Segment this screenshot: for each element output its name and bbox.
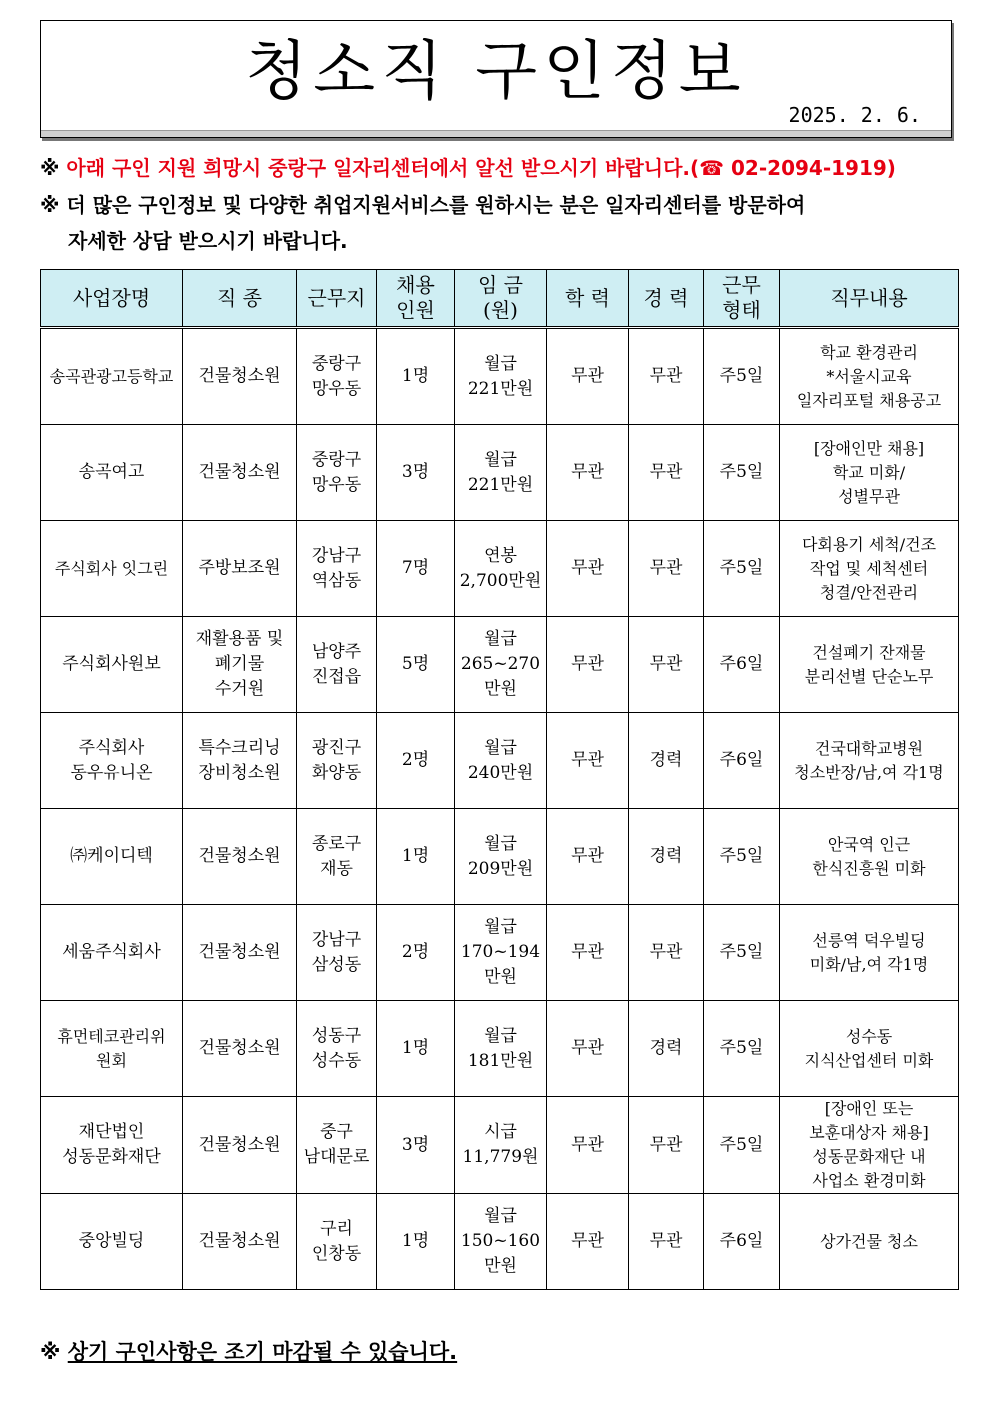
company-cell — [41, 809, 183, 905]
company-cell — [41, 713, 183, 809]
cell-text-line: 1명 — [401, 366, 430, 386]
job-type-cell — [183, 905, 297, 1001]
cell-text-line: 주5일 — [719, 846, 764, 866]
location-cell — [297, 713, 377, 809]
cell-text-line: 1명 — [401, 1231, 430, 1251]
cell-text-line: 무관 — [649, 462, 683, 482]
hiring-count-cell — [377, 809, 455, 905]
cell-text-line: 지식산업센터 미화 — [804, 1050, 934, 1070]
cell-text-line: 상가건물 청소 — [820, 1231, 918, 1251]
cell-text-line: 안국역 인근 — [827, 834, 911, 854]
job-type-cell — [183, 328, 297, 425]
wage-cell — [455, 425, 547, 521]
cell-text-line: 송곡관광고등학교 — [49, 366, 174, 386]
cell-text-line: 화양동 — [311, 762, 362, 783]
education-cell — [547, 328, 629, 425]
table-row — [41, 425, 959, 521]
education-cell — [547, 1001, 629, 1097]
cell-text-line: 원회 — [96, 1050, 127, 1070]
location-cell — [297, 905, 377, 1001]
cell-text-line: 3명 — [401, 1134, 430, 1155]
schedule-cell — [704, 713, 780, 809]
notice-referral — [40, 153, 960, 183]
cell-text-line: 연봉 — [484, 545, 517, 566]
schedule-cell — [704, 809, 780, 905]
cell-text-line: 경력 — [649, 750, 683, 770]
column-header — [377, 270, 455, 328]
cell-text-line: 재동 — [320, 858, 353, 879]
column-header — [547, 270, 629, 328]
job-type-cell — [183, 617, 297, 713]
cell-text-line: 주5일 — [719, 1038, 764, 1058]
cell-text-line: 5명 — [401, 654, 430, 674]
cell-text-line: 청결/안전관리 — [819, 582, 919, 602]
cell-text-line: 사업소 환경미화 — [812, 1171, 926, 1190]
location-cell — [297, 1097, 377, 1194]
company-cell — [41, 617, 183, 713]
table-row — [41, 328, 959, 425]
cell-text-line: 주5일 — [719, 558, 764, 578]
cell-text-line: 주5일 — [719, 1134, 764, 1155]
cell-text-line: 무관 — [571, 1038, 604, 1058]
education-cell — [547, 809, 629, 905]
company-cell — [41, 521, 183, 617]
cell-text-line: 강남구 — [311, 929, 362, 950]
cell-text-line: 221만원 — [467, 474, 534, 495]
cell-text-line: 건물청소원 — [198, 942, 281, 962]
education-cell — [547, 1097, 629, 1194]
cell-text-line: 건물청소원 — [198, 366, 281, 386]
job-type-cell — [183, 1097, 297, 1194]
cell-text-line: 재활용품 및 — [195, 629, 284, 649]
cell-text-line: 성동문화재단 내 — [812, 1147, 926, 1166]
cell-text-line: 한식진흥원 미화 — [812, 858, 926, 878]
location-cell — [297, 617, 377, 713]
cell-text-line: 주식회사 — [78, 737, 145, 758]
table-row — [41, 905, 959, 1001]
company-cell — [41, 1001, 183, 1097]
experience-cell — [629, 1097, 704, 1194]
column-header-line: 근무 — [722, 273, 761, 297]
location-cell — [297, 1194, 377, 1290]
cell-text-line: 170~194 — [460, 942, 541, 962]
cell-text-line: 분리선별 단순노무 — [804, 666, 934, 686]
notice-more-info — [40, 190, 960, 220]
cell-text-line: 무관 — [571, 366, 604, 386]
education-cell — [547, 905, 629, 1001]
duties-cell — [780, 328, 959, 425]
table-row — [41, 1194, 959, 1290]
cell-text-line: 인창동 — [311, 1243, 362, 1264]
page-title: 청소직 구인정보 — [245, 35, 747, 109]
cell-text-line: 건물청소원 — [198, 462, 281, 482]
column-header-line: 사업장명 — [72, 285, 151, 310]
cell-text-line: 월급 — [484, 1025, 517, 1046]
column-header-line: 학 력 — [565, 285, 610, 310]
cell-text-line: 송곡여고 — [78, 462, 145, 482]
cell-text-line: 남대문로 — [303, 1147, 370, 1167]
schedule-cell — [704, 1001, 780, 1097]
cell-text-line: 학교 환경관리 — [820, 342, 918, 362]
cell-text-line: 건물청소원 — [198, 1231, 281, 1251]
cell-text-line: [장애인 또는 — [824, 1099, 914, 1118]
column-header — [41, 270, 183, 328]
cell-text-line: 망우동 — [311, 378, 362, 399]
cell-text-line: 다회용기 세척/건조 — [801, 534, 937, 554]
cell-text-line: 월급 — [484, 737, 517, 758]
experience-cell — [629, 905, 704, 1001]
hiring-count-cell — [377, 328, 455, 425]
cell-text-line: 무관 — [649, 1231, 683, 1251]
wage-cell — [455, 905, 547, 1001]
hiring-count-cell — [377, 713, 455, 809]
duties-cell — [780, 521, 959, 617]
schedule-cell — [704, 905, 780, 1001]
company-cell — [41, 425, 183, 521]
wage-cell — [455, 328, 547, 425]
cell-text-line: *서울시교육 — [826, 366, 912, 386]
cell-text-line: 작업 및 세척센터 — [809, 558, 929, 578]
wage-cell — [455, 713, 547, 809]
document-date: 2025. 2. 6. — [788, 103, 921, 127]
hiring-count-cell — [377, 617, 455, 713]
experience-cell — [629, 713, 704, 809]
experience-cell — [629, 809, 704, 905]
schedule-cell — [704, 521, 780, 617]
cell-text-line: 무관 — [649, 1134, 683, 1155]
wage-cell — [455, 809, 547, 905]
duties-cell — [780, 1001, 959, 1097]
job-type-cell — [183, 1001, 297, 1097]
cell-text-line: 망우동 — [311, 474, 362, 495]
experience-cell — [629, 617, 704, 713]
company-cell — [41, 905, 183, 1001]
column-header — [780, 270, 959, 328]
column-header — [183, 270, 297, 328]
cell-text-line: 150~160 — [460, 1231, 541, 1251]
cell-text-line: 건물청소원 — [198, 1134, 281, 1155]
cell-text-line: 월급 — [484, 353, 517, 374]
cell-text-line: 세움주식회사 — [62, 942, 161, 962]
column-header — [629, 270, 704, 328]
cell-text-line: 주6일 — [719, 1231, 764, 1251]
education-cell — [547, 713, 629, 809]
cell-text-line: 중앙빌딩 — [78, 1231, 145, 1251]
cell-text-line: 265~270 — [460, 654, 541, 674]
cell-text-line: 주식회사원보 — [62, 654, 161, 674]
table-row — [41, 1097, 959, 1194]
notice-more-info-cont: 자세한 상담 받으시기 바랍니다. — [68, 229, 348, 253]
experience-cell — [629, 521, 704, 617]
hiring-count-cell — [377, 425, 455, 521]
notice-referral-text: 아래 구인 지원 희망시 중랑구 일자리센터에서 알선 받으시기 바랍니다.(☎ 02-2094-1919) — [66, 156, 896, 180]
column-header-line: 임 금 — [478, 273, 523, 297]
cell-text-line: 휴먼테코관리위 — [57, 1026, 166, 1046]
wage-cell — [455, 1097, 547, 1194]
cell-text-line: 종로구 — [311, 833, 362, 854]
cell-text-line: 장비청소원 — [198, 762, 281, 783]
cell-text-line: 성동구 — [311, 1025, 362, 1046]
footer-text: 상기 구인사항은 조기 마감될 수 있습니다. — [67, 1340, 458, 1364]
cell-text-line: 월급 — [484, 917, 517, 937]
table-header-row — [41, 270, 959, 328]
column-header-line: 인원 — [396, 298, 435, 322]
job-type-cell — [183, 521, 297, 617]
cell-text-line: 주방보조원 — [198, 558, 281, 578]
experience-cell — [629, 1001, 704, 1097]
schedule-cell — [704, 1097, 780, 1194]
experience-cell — [629, 328, 704, 425]
title-bottom-bar — [41, 130, 951, 137]
cell-text-line: 경력 — [649, 846, 683, 866]
table-row — [41, 713, 959, 809]
duties-cell — [780, 905, 959, 1001]
education-cell — [547, 521, 629, 617]
hiring-count-cell — [377, 905, 455, 1001]
education-cell — [547, 425, 629, 521]
wage-cell — [455, 1194, 547, 1290]
table-body — [41, 328, 959, 1290]
table-row — [41, 521, 959, 617]
footer-mark: ※ — [40, 1340, 61, 1364]
cell-text-line: 경력 — [649, 1038, 683, 1058]
cell-text-line: 만원 — [484, 1256, 517, 1276]
cell-text-line: 월급 — [484, 449, 517, 470]
location-cell — [297, 1001, 377, 1097]
location-cell — [297, 809, 377, 905]
education-cell — [547, 1194, 629, 1290]
company-cell — [41, 1097, 183, 1194]
cell-text-line: 11,779원 — [462, 1147, 539, 1167]
cell-text-line: 남양주 — [311, 641, 362, 662]
cell-text-line: 역삼동 — [311, 570, 362, 591]
cell-text-line: 월급 — [484, 629, 517, 649]
cell-text-line: 월급 — [484, 1206, 517, 1226]
table-row — [41, 1001, 959, 1097]
cell-text-line: 주6일 — [719, 654, 764, 674]
cell-text-line: 무관 — [571, 846, 604, 866]
cell-text-line: 중구 — [320, 1122, 353, 1142]
cell-text-line: 학교 미화/ — [832, 462, 906, 482]
notice-more-info-text: 더 많은 구인정보 및 다양한 취업지원서비스를 원하시는 분은 일자리센터를 방문하여 — [66, 193, 806, 217]
cell-text-line: 중랑구 — [311, 449, 362, 470]
cell-text-line: 만원 — [484, 967, 517, 987]
schedule-cell — [704, 617, 780, 713]
cell-text-line: 재단법인 — [78, 1122, 145, 1142]
column-header — [297, 270, 377, 328]
hiring-count-cell — [377, 521, 455, 617]
cell-text-line: 성별무관 — [838, 486, 900, 506]
hiring-count-cell — [377, 1097, 455, 1194]
column-header-line: 직무내용 — [830, 285, 908, 310]
experience-cell — [629, 1194, 704, 1290]
schedule-cell — [704, 1194, 780, 1290]
duties-cell — [780, 617, 959, 713]
cell-text-line: 청소반장/남,여 각1명 — [794, 762, 944, 782]
duties-cell — [780, 809, 959, 905]
schedule-cell — [704, 425, 780, 521]
cell-text-line: 209만원 — [467, 858, 534, 879]
cell-text-line: 건국대학교병원 — [814, 738, 924, 758]
location-cell — [297, 328, 377, 425]
wage-cell — [455, 521, 547, 617]
schedule-cell — [704, 328, 780, 425]
cell-text-line: 181만원 — [467, 1050, 534, 1071]
notice-mark: ※ — [40, 193, 60, 217]
duties-cell — [780, 1097, 959, 1194]
cell-text-line: 동우유니온 — [70, 762, 153, 783]
company-cell — [41, 328, 183, 425]
job-type-cell — [183, 713, 297, 809]
column-header-line: 근무지 — [307, 285, 366, 310]
company-cell — [41, 1194, 183, 1290]
wage-cell — [455, 1001, 547, 1097]
footer-notice — [40, 1336, 457, 1366]
cell-text-line: 221만원 — [467, 378, 534, 399]
cell-text-line: 주6일 — [719, 750, 764, 770]
cell-text-line: 성동문화재단 — [62, 1147, 161, 1167]
cell-text-line: 미화/남,여 각1명 — [809, 954, 929, 974]
cell-text-line: 주식회사 잇그린 — [54, 558, 169, 578]
job-type-cell — [183, 809, 297, 905]
cell-text-line: 보훈대상자 채용] — [809, 1123, 929, 1142]
cell-text-line: 특수크리닝 — [198, 737, 281, 758]
column-header — [455, 270, 547, 328]
cell-text-line: 주5일 — [719, 462, 764, 482]
cell-text-line: 중랑구 — [311, 353, 362, 374]
cell-text-line: 무관 — [571, 462, 604, 482]
cell-text-line: 건설폐기 잔재물 — [812, 642, 926, 662]
cell-text-line: 구리 — [320, 1218, 353, 1239]
cell-text-line: 2,700만원 — [459, 570, 542, 591]
cell-text-line: 무관 — [571, 750, 604, 770]
duties-cell — [780, 425, 959, 521]
table-row — [41, 809, 959, 905]
table-row — [41, 617, 959, 713]
cell-text-line: ㈜케이디텍 — [70, 846, 153, 866]
cell-text-line: 건물청소원 — [198, 1038, 281, 1058]
cell-text-line: 성수동 — [311, 1050, 362, 1071]
cell-text-line: 선릉역 덕우빌딩 — [812, 930, 926, 950]
job-listing-table — [40, 269, 959, 1290]
notice-mark: ※ — [40, 156, 60, 180]
job-type-cell — [183, 1194, 297, 1290]
cell-text-line: 1명 — [401, 1038, 430, 1058]
cell-text-line: 진접읍 — [311, 666, 362, 687]
cell-text-line: 무관 — [571, 558, 604, 578]
location-cell — [297, 521, 377, 617]
hiring-count-cell — [377, 1001, 455, 1097]
duties-cell — [780, 713, 959, 809]
cell-text-line: 무관 — [571, 1134, 604, 1155]
cell-text-line: 폐기물 — [214, 654, 265, 674]
cell-text-line: 무관 — [571, 1231, 604, 1251]
cell-text-line: 2명 — [401, 942, 430, 962]
cell-text-line: 무관 — [649, 654, 683, 674]
hiring-count-cell — [377, 1194, 455, 1290]
cell-text-line: 성수동 — [845, 1026, 893, 1046]
cell-text-line: 건물청소원 — [198, 846, 281, 866]
column-header-line: 형태 — [722, 298, 761, 322]
cell-text-line: 주5일 — [719, 366, 764, 386]
cell-text-line: 주5일 — [719, 942, 764, 962]
column-header-line: 경 력 — [643, 285, 689, 310]
cell-text-line: 시급 — [484, 1122, 517, 1142]
cell-text-line: 무관 — [649, 558, 683, 578]
cell-text-line: 2명 — [401, 750, 430, 770]
cell-text-line: 만원 — [484, 679, 517, 699]
cell-text-line: 광진구 — [311, 737, 362, 758]
title-box — [40, 20, 952, 138]
cell-text-line: [장애인만 채용] — [813, 438, 925, 458]
cell-text-line: 일자리포털 채용공고 — [796, 390, 942, 410]
job-type-cell — [183, 425, 297, 521]
cell-text-line: 수거원 — [214, 679, 265, 699]
column-header-line: (원) — [483, 298, 518, 322]
location-cell — [297, 425, 377, 521]
column-header-line: 채용 — [396, 273, 435, 297]
cell-text-line: 강남구 — [311, 545, 362, 566]
duties-cell — [780, 1194, 959, 1290]
cell-text-line: 무관 — [649, 366, 683, 386]
cell-text-line: 월급 — [484, 833, 517, 854]
cell-text-line: 무관 — [571, 654, 604, 674]
cell-text-line: 무관 — [649, 942, 683, 962]
cell-text-line: 7명 — [401, 558, 430, 578]
experience-cell — [629, 425, 704, 521]
cell-text-line: 3명 — [401, 462, 430, 482]
cell-text-line: 삼성동 — [311, 954, 362, 975]
column-header-line: 직 종 — [217, 285, 262, 310]
wage-cell — [455, 617, 547, 713]
education-cell — [547, 617, 629, 713]
cell-text-line: 1명 — [401, 846, 430, 866]
cell-text-line: 240만원 — [467, 762, 534, 783]
column-header — [704, 270, 780, 328]
cell-text-line: 무관 — [571, 942, 604, 962]
